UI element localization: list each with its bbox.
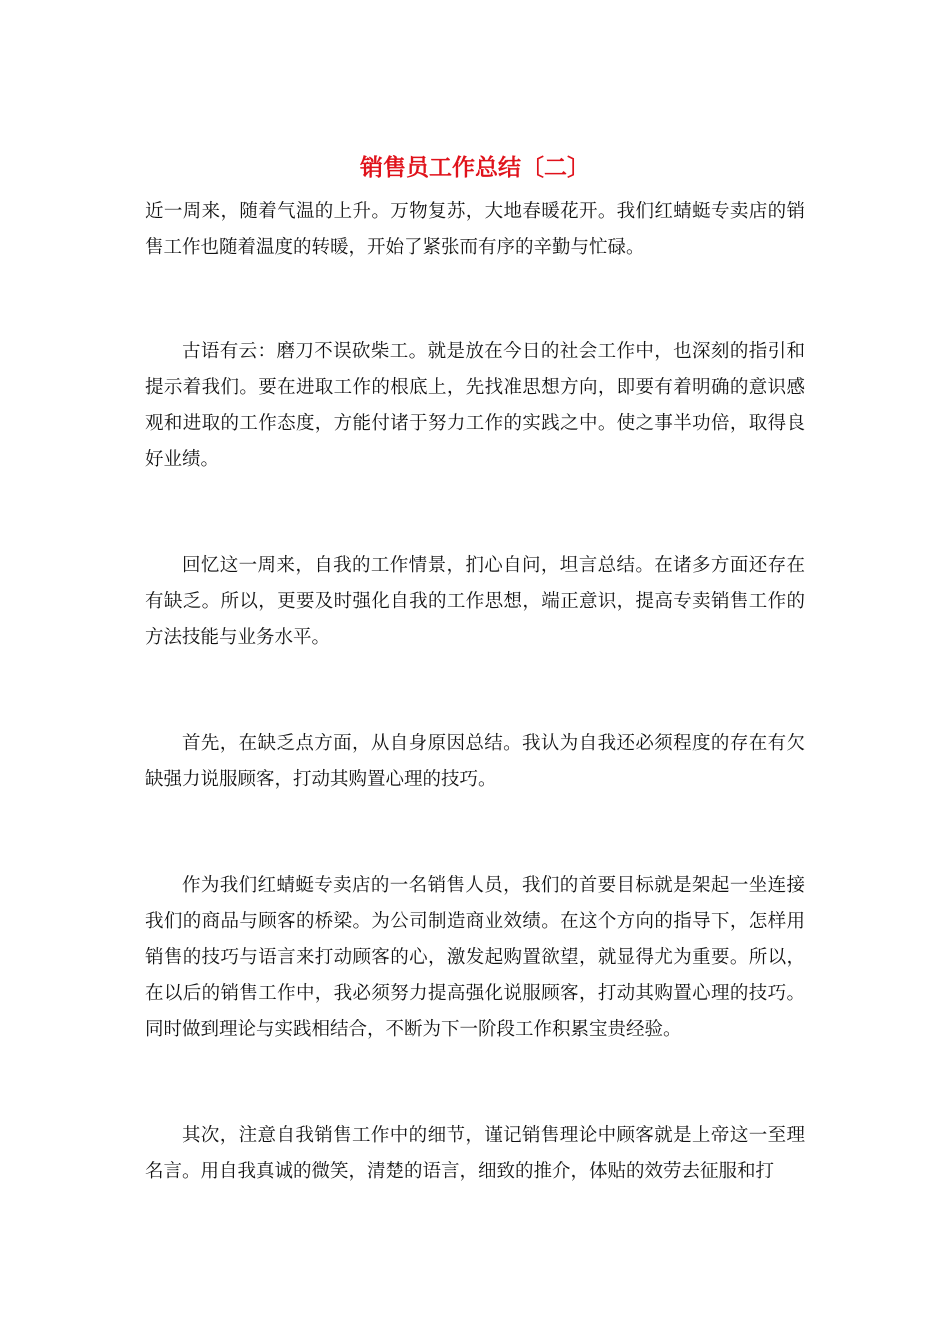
paragraph-6: 其次，注意自我销售工作中的细节，谨记销售理论中顾客就是上帝这一至理名言。用自我真诚的微笑，清楚的语言，细致的推介，体贴的效劳去征服和打 <box>145 1125 805 1182</box>
paragraph-2: 古语有云：磨刀不误砍柴工。就是放在今日的社会工作中，也深刻的指引和提示着我们。要在进取工作的根底上，先找准思想方向，即要有着明确的意识感观和进取的工作态度，方能付诸于努力工作的实践之中。使之事半功倍，取得良好业绩。 <box>145 341 805 470</box>
paragraph-spacer <box>145 798 805 868</box>
document-title: 销售员工作总结〔二〕 <box>360 155 590 181</box>
paragraph-spacer <box>145 1048 805 1118</box>
paragraph-1: 近一周来，随着气温的上升。万物复苏，大地春暖花开。我们红蜻蜓专卖店的销售工作也随着温度的转暖，开始了紧张而有序的辛勤与忙碌。 <box>145 201 805 258</box>
paragraph-3: 回忆这一周来，自我的工作情景，扪心自问，坦言总结。在诸多方面还存在有缺乏。所以，更要及时强化自我的工作思想，端正意识，提高专卖销售工作的方法技能与业务水平。 <box>145 555 805 648</box>
document-body <box>145 194 805 1190</box>
paragraph-spacer <box>145 478 805 548</box>
paragraph-spacer <box>145 266 805 334</box>
paragraph-4: 首先，在缺乏点方面，从自身原因总结。我认为自我还必须程度的存在有欠缺强力说服顾客，打动其购置心理的技巧。 <box>145 733 805 790</box>
paragraph-5: 作为我们红蜻蜓专卖店的一名销售人员，我们的首要目标就是架起一坐连接我们的商品与顾客的桥梁。为公司制造商业效绩。在这个方向的指导下，怎样用销售的技巧与语言来打动顾客的心，激发起购置欲望，就显得尤为重要。所以，在以后的销售工作中，我必须努力提高强化说服顾客，打动其购置心理的技巧。同时做到理论与实践相结合，不断为下一阶段工作积累宝贵经验。 <box>145 875 805 1040</box>
paragraph-spacer <box>145 656 805 726</box>
